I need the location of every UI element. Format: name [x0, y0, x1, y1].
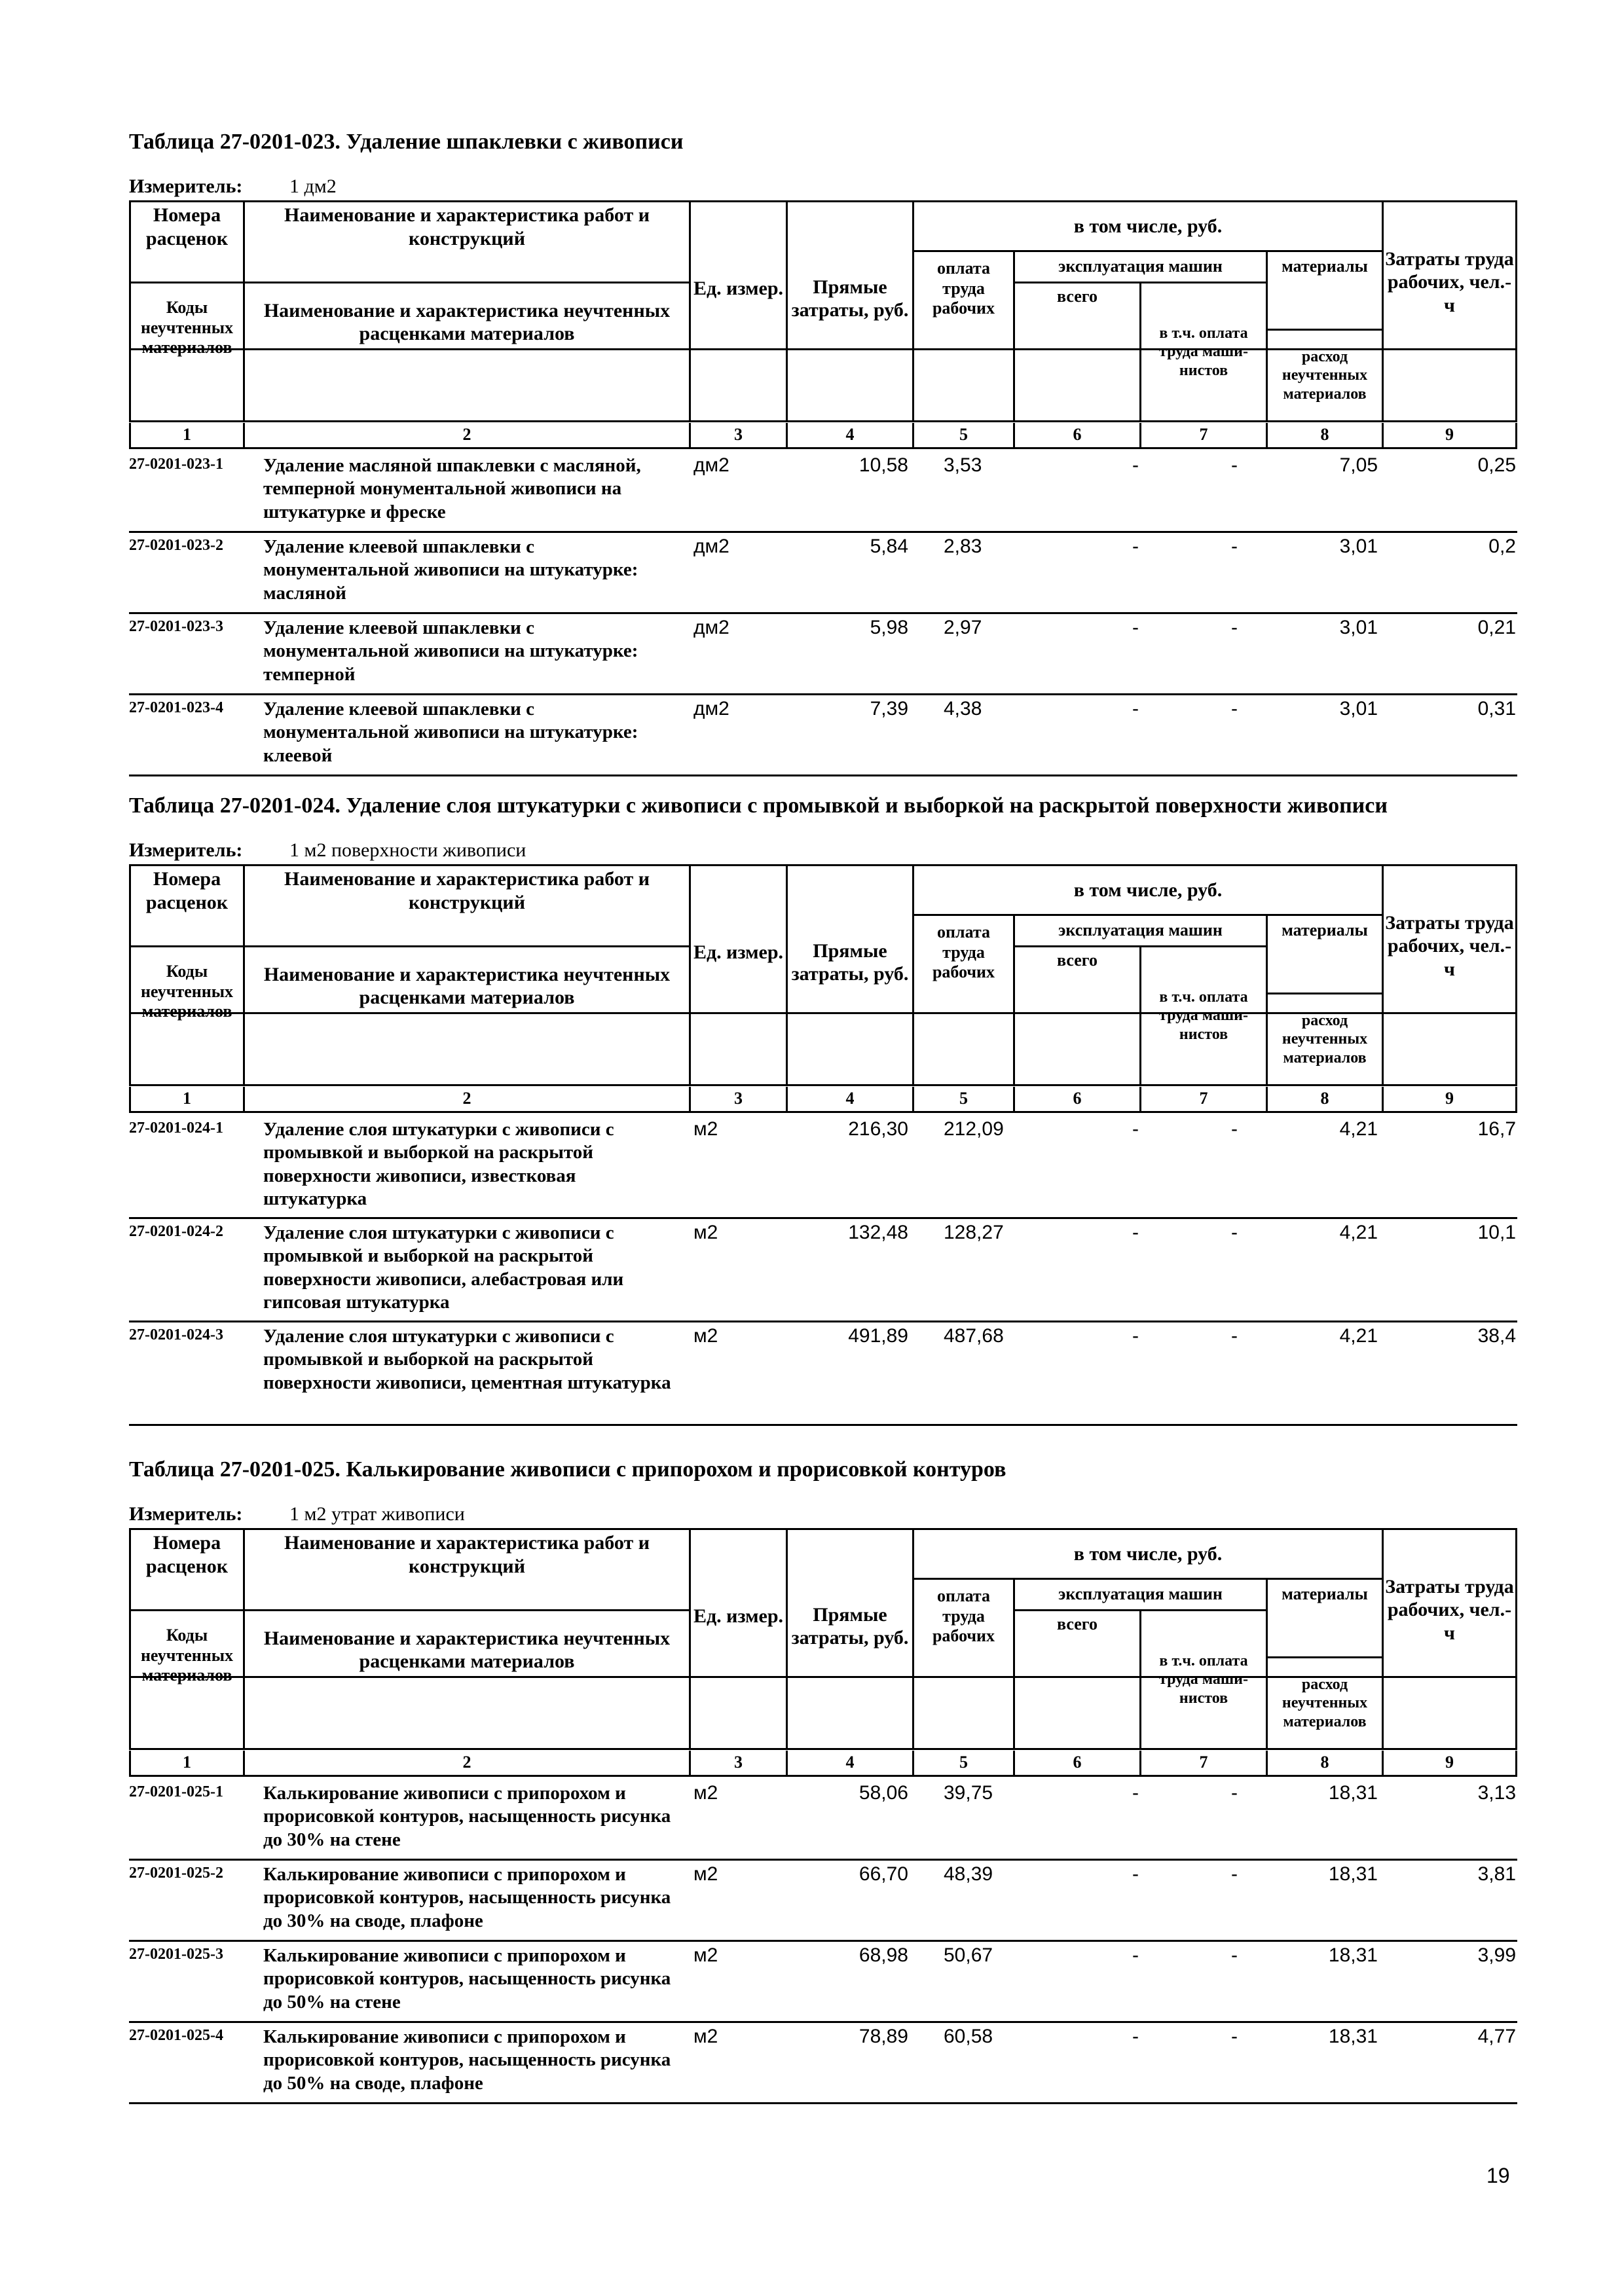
direct-costs-value: 66,70 — [858, 1863, 908, 1885]
rate-name: Калькирование живописи с припорохом и прорисовкой контуров, насыщенность рисунка до 30% на своде, плафоне — [263, 1864, 671, 1931]
machinists-value: - — [1231, 1944, 1238, 1966]
header-including: в том числе, руб. — [1073, 215, 1223, 237]
table-row — [129, 2023, 1517, 2104]
materials-value: 18,31 — [1328, 1863, 1378, 1885]
table-row — [129, 614, 1517, 695]
labor-pay-value: 487,68 — [944, 1325, 1004, 1347]
measure-line — [129, 839, 526, 862]
materials-value: 4,21 — [1339, 1325, 1378, 1347]
machines-value: - — [1132, 698, 1139, 720]
rate-code: 27-0201-024-1 — [129, 1120, 223, 1137]
table-header — [129, 1528, 1517, 1751]
labor-pay-value: 212,09 — [944, 1118, 1004, 1140]
rate-unit: м2 — [693, 1325, 718, 1347]
table-row — [129, 533, 1517, 614]
table-body — [129, 1779, 1517, 2104]
header-labor-pay: оплата труда рабочих — [932, 1586, 995, 1646]
machines-value: - — [1132, 1782, 1139, 1804]
table-section-024 — [129, 793, 1517, 1455]
machines-value: - — [1132, 1325, 1139, 1347]
header-direct-costs: Прямые затраты, руб. — [791, 939, 909, 985]
labor-hours-value: 0,25 — [1477, 454, 1516, 476]
col-number: 7 — [1199, 425, 1208, 445]
header-machine-operation: эксплуатация машин — [1058, 920, 1223, 940]
materials-value: 18,31 — [1328, 2026, 1378, 2047]
measure-label: Измеритель: — [129, 175, 243, 197]
header-including: в том числе, руб. — [1073, 1542, 1223, 1565]
rate-name: Удаление масляной шпаклевки с масляной, темперной монументальной живописи на штукатурке и фреске — [263, 455, 641, 522]
measure-value: 1 м2 утрат живописи — [289, 1503, 465, 1525]
machinists-value: - — [1231, 698, 1238, 720]
table-section-025 — [129, 1457, 1517, 2119]
table-row — [129, 695, 1517, 776]
labor-hours-value: 0,21 — [1477, 617, 1516, 638]
rate-name: Удаление клеевой шпаклевки с монументальной живописи на штукатурке: темперной — [263, 617, 638, 685]
rate-unit: м2 — [693, 1222, 718, 1243]
table-row — [129, 1779, 1517, 1861]
table-row — [129, 1322, 1517, 1426]
labor-hours-value: 3,99 — [1477, 1944, 1516, 1966]
labor-hours-value: 16,7 — [1477, 1118, 1516, 1140]
machines-value: - — [1132, 454, 1139, 476]
header-total: всего — [1057, 286, 1098, 306]
rate-code: 27-0201-024-3 — [129, 1326, 223, 1343]
col-number: 8 — [1320, 1089, 1329, 1108]
col-number: 4 — [845, 425, 855, 445]
header-unaccounted-consumption: расход неучтенных материалов — [1282, 1676, 1368, 1730]
header-work-name: Наименование и характеристика работ и конструкций — [284, 204, 650, 249]
table-body — [129, 1116, 1517, 1426]
measure-label: Измеритель: — [129, 839, 243, 861]
direct-costs-value: 5,84 — [870, 536, 908, 557]
col-number: 2 — [462, 1089, 471, 1108]
page-number: 19 — [1486, 2164, 1510, 2187]
direct-costs-value: 58,06 — [858, 1782, 908, 1804]
rate-name: Удаление слоя штукатурки с живописи с промывкой и выборкой на раскрытой поверхности живописи, цементная штукатурка — [263, 1326, 671, 1393]
materials-value: 7,05 — [1339, 454, 1378, 476]
header-unaccounted-consumption: расход неучтенных материалов — [1282, 1012, 1368, 1066]
materials-value: 3,01 — [1339, 617, 1378, 638]
machines-value: - — [1132, 617, 1139, 638]
col-number: 3 — [734, 1753, 743, 1772]
labor-hours-value: 10,1 — [1477, 1222, 1516, 1243]
rate-code: 27-0201-025-3 — [129, 1946, 223, 1963]
machinists-value: - — [1231, 454, 1238, 476]
col-number: 6 — [1073, 1753, 1082, 1772]
machinists-value: - — [1231, 536, 1238, 557]
machinists-value: - — [1231, 1222, 1238, 1243]
materials-value: 3,01 — [1339, 536, 1378, 557]
table-row — [129, 452, 1517, 533]
rate-name: Удаление слоя штукатурки с живописи с промывкой и выборкой на раскрытой поверхности живописи, известковая штукатурка — [263, 1119, 614, 1210]
direct-costs-value: 78,89 — [858, 2026, 908, 2047]
rate-code: 27-0201-023-4 — [129, 699, 223, 716]
header-unaccounted-consumption: расход неучтенных материалов — [1282, 348, 1368, 403]
machinists-value: - — [1231, 2026, 1238, 2047]
table-row — [129, 1861, 1517, 1942]
table-row — [129, 1116, 1517, 1219]
labor-hours-value: 3,81 — [1477, 1863, 1516, 1885]
table-row — [129, 1219, 1517, 1322]
col-number: 2 — [462, 1753, 471, 1772]
header-direct-costs: Прямые затраты, руб. — [791, 1603, 909, 1649]
col-number: 1 — [183, 425, 191, 445]
table-row — [129, 1942, 1517, 2023]
rate-code: 27-0201-024-2 — [129, 1223, 223, 1240]
header-codes: Коды неучтенных материалов — [140, 962, 234, 1021]
materials-value: 4,21 — [1339, 1222, 1378, 1243]
materials-value: 18,31 — [1328, 1944, 1378, 1966]
table-header — [129, 200, 1517, 423]
direct-costs-value: 68,98 — [858, 1944, 908, 1966]
header-rate-numbers: Номера расценок — [145, 1532, 229, 1577]
rate-name: Калькирование живописи с припорохом и прорисовкой контуров, насыщенность рисунка до 30% на стене — [263, 1783, 671, 1850]
table-title: Таблица 27-0201-023. Удаление шпаклевки с живописи — [129, 130, 684, 154]
header-unit: Ед. измер. — [693, 278, 784, 300]
header-labor-costs: Затраты труда рабочих, чел.-ч — [1385, 1575, 1514, 1644]
col-number: 5 — [959, 1753, 968, 1772]
measure-line — [129, 175, 337, 198]
rate-unit: дм2 — [693, 617, 729, 638]
rate-name: Удаление слоя штукатурки с живописи с промывкой и выборкой на раскрытой поверхности живописи, алебастровая или гипсовая штукатурка — [263, 1222, 624, 1313]
labor-pay-value: 128,27 — [944, 1222, 1004, 1243]
measure-value: 1 дм2 — [289, 175, 337, 197]
machinists-value: - — [1231, 1863, 1238, 1885]
labor-hours-value: 3,13 — [1477, 1782, 1516, 1804]
header-total: всего — [1057, 950, 1098, 970]
col-number: 8 — [1320, 425, 1329, 445]
table-section-023 — [129, 130, 1517, 778]
labor-pay-value: 48,39 — [944, 1863, 993, 1885]
labor-pay-value: 50,67 — [944, 1944, 993, 1966]
col-number: 2 — [462, 425, 471, 445]
table-title: Таблица 27-0201-024. Удаление слоя штукатурки с живописи с промывкой и выборкой на раскрытой поверхности живописи — [129, 793, 1388, 818]
materials-value: 3,01 — [1339, 698, 1378, 720]
column-numbers-row — [129, 423, 1517, 449]
header-materials-name: Наименование и характеристика неучтенных расценками материалов — [263, 963, 671, 1008]
col-number: 3 — [734, 425, 743, 445]
rate-name: Калькирование живописи с припорохом и прорисовкой контуров, насыщенность рисунка до 50% на стене — [263, 1945, 671, 2013]
table-title: Таблица 27-0201-025. Калькирование живописи с припорохом и прорисовкой контуров — [129, 1457, 1006, 1482]
measure-value: 1 м2 поверхности живописи — [289, 839, 526, 861]
column-numbers-row — [129, 1751, 1517, 1777]
labor-pay-value: 39,75 — [944, 1782, 993, 1804]
labor-pay-value: 2,97 — [944, 617, 982, 638]
labor-hours-value: 0,31 — [1477, 698, 1516, 720]
labor-hours-value: 0,2 — [1488, 536, 1516, 557]
direct-costs-value: 132,48 — [848, 1222, 908, 1243]
header-codes: Коды неучтенных материалов — [140, 1626, 234, 1685]
rate-unit: м2 — [693, 2026, 718, 2047]
rate-code: 27-0201-025-1 — [129, 1783, 223, 1800]
col-number: 6 — [1073, 1089, 1082, 1108]
col-number: 1 — [183, 1089, 191, 1108]
rate-name: Калькирование живописи с припорохом и прорисовкой контуров, насыщенность рисунка до 50% на своде, плафоне — [263, 2026, 671, 2094]
direct-costs-value: 491,89 — [848, 1325, 908, 1347]
header-labor-pay: оплата труда рабочих — [932, 258, 995, 318]
header-direct-costs: Прямые затраты, руб. — [791, 276, 909, 321]
table-body — [129, 452, 1517, 776]
machines-value: - — [1132, 1944, 1139, 1966]
header-materials: материалы — [1282, 920, 1368, 940]
labor-pay-value: 2,83 — [944, 536, 982, 557]
rate-unit: м2 — [693, 1944, 718, 1966]
labor-hours-value: 4,77 — [1477, 2026, 1516, 2047]
rate-code: 27-0201-025-4 — [129, 2027, 223, 2044]
col-number: 4 — [845, 1089, 855, 1108]
direct-costs-value: 7,39 — [870, 698, 908, 720]
column-numbers-row — [129, 1087, 1517, 1113]
table-header — [129, 864, 1517, 1087]
rate-unit: дм2 — [693, 454, 729, 476]
rate-code: 27-0201-023-1 — [129, 456, 223, 473]
col-number: 9 — [1445, 1753, 1454, 1772]
col-number: 6 — [1073, 425, 1082, 445]
header-unit: Ед. измер. — [693, 941, 784, 964]
header-materials: материалы — [1282, 1584, 1368, 1604]
direct-costs-value: 10,58 — [858, 454, 908, 476]
header-work-name: Наименование и характеристика работ и конструкций — [284, 1532, 650, 1577]
header-labor-costs: Затраты труда рабочих, чел.-ч — [1385, 247, 1514, 316]
header-machine-operation: эксплуатация машин — [1058, 257, 1223, 276]
measure-label: Измеритель: — [129, 1503, 243, 1525]
machinists-value: - — [1231, 1118, 1238, 1140]
machines-value: - — [1132, 1222, 1139, 1243]
header-labor-costs: Затраты труда рабочих, чел.-ч — [1385, 911, 1514, 980]
col-number: 9 — [1445, 1089, 1454, 1108]
header-materials-name: Наименование и характеристика неучтенных расценками материалов — [263, 299, 671, 344]
rate-unit: м2 — [693, 1863, 718, 1885]
rate-code: 27-0201-025-2 — [129, 1865, 223, 1882]
labor-hours-value: 38,4 — [1477, 1325, 1516, 1347]
measure-line — [129, 1503, 465, 1525]
header-machinist-pay: в т.ч. оплата труда маши-нистов — [1158, 1652, 1248, 1707]
header-machinist-pay: в т.ч. оплата труда маши-нистов — [1158, 989, 1248, 1043]
materials-value: 4,21 — [1339, 1118, 1378, 1140]
col-number: 1 — [183, 1753, 191, 1772]
header-total: всего — [1057, 1614, 1098, 1633]
rate-code: 27-0201-023-2 — [129, 537, 223, 554]
direct-costs-value: 216,30 — [848, 1118, 908, 1140]
header-materials: материалы — [1282, 257, 1368, 276]
col-number: 4 — [845, 1753, 855, 1772]
rate-code: 27-0201-023-3 — [129, 618, 223, 635]
machinists-value: - — [1231, 1325, 1238, 1347]
machinists-value: - — [1231, 1782, 1238, 1804]
col-number: 5 — [959, 425, 968, 445]
header-codes: Коды неучтенных материалов — [140, 298, 234, 357]
header-labor-pay: оплата труда рабочих — [932, 922, 995, 982]
col-number: 7 — [1199, 1753, 1208, 1772]
labor-pay-value: 60,58 — [944, 2026, 993, 2047]
machines-value: - — [1132, 1863, 1139, 1885]
col-number: 5 — [959, 1089, 968, 1108]
col-number: 9 — [1445, 425, 1454, 445]
col-number: 7 — [1199, 1089, 1208, 1108]
machinists-value: - — [1231, 617, 1238, 638]
direct-costs-value: 5,98 — [870, 617, 908, 638]
materials-value: 18,31 — [1328, 1782, 1378, 1804]
header-unit: Ед. измер. — [693, 1605, 784, 1628]
rate-unit: дм2 — [693, 536, 729, 557]
header-machine-operation: эксплуатация машин — [1058, 1584, 1223, 1604]
header-materials-name: Наименование и характеристика неучтенных расценками материалов — [263, 1627, 671, 1672]
header-rate-numbers: Номера расценок — [145, 868, 229, 913]
machines-value: - — [1132, 2026, 1139, 2047]
rate-name: Удаление клеевой шпаклевки с монументальной живописи на штукатурке: клеевой — [263, 699, 638, 766]
header-including: в том числе, руб. — [1073, 879, 1223, 901]
machines-value: - — [1132, 536, 1139, 557]
rate-unit: дм2 — [693, 698, 729, 720]
col-number: 3 — [734, 1089, 743, 1108]
rate-unit: м2 — [693, 1782, 718, 1804]
labor-pay-value: 4,38 — [944, 698, 982, 720]
labor-pay-value: 3,53 — [944, 454, 982, 476]
machines-value: - — [1132, 1118, 1139, 1140]
col-number: 8 — [1320, 1753, 1329, 1772]
rate-name: Удаление клеевой шпаклевки с монументальной живописи на штукатурке: масляной — [263, 536, 638, 604]
header-machinist-pay: в т.ч. оплата труда маши-нистов — [1158, 325, 1248, 379]
rate-unit: м2 — [693, 1118, 718, 1140]
header-rate-numbers: Номера расценок — [145, 204, 229, 249]
header-work-name: Наименование и характеристика работ и конструкций — [284, 868, 650, 913]
